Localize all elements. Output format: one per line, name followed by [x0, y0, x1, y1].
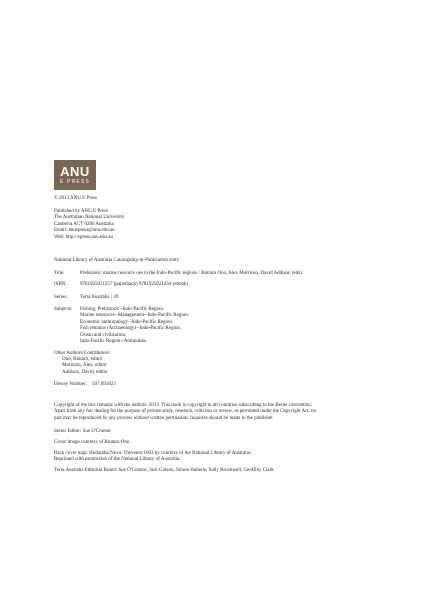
- cip-heading: National Library of Australia Cataloguing-in-Publication entry: [54, 258, 180, 263]
- subject-item: Fishing, Prehistoric--Indo-Pacific Region.: [80, 307, 165, 312]
- copyright-notice-line: Copyright of the text remains with the authors, 2013. This book is copyright in all countries subscribing to the Berne convention.: [54, 403, 313, 408]
- publisher-web: Web: http://epress.anu.edu.au: [54, 234, 114, 240]
- subject-item: Marine resources--Management--Indo-Pacific Region.: [80, 313, 189, 319]
- other-authors-label: Other Authors/Contributors:: [54, 351, 111, 356]
- publisher-line: Canberra ACT 0200 Australia: [54, 221, 114, 227]
- subject-item: Economic anthropology--Indo-Pacific Region.: [80, 319, 174, 325]
- other-author-item: Morrison, Alex, editor: [62, 363, 107, 369]
- subject-item: Fish remains (Archaeology)--Indo-Pacific Region.: [80, 326, 182, 332]
- back-cover-credit: [54, 451, 251, 464]
- subject-item: Ocean and civilization.: [80, 332, 127, 338]
- dewey-value: 507.091823: [92, 382, 116, 387]
- title-label: Title:: [54, 271, 65, 276]
- subject-item: Indo-Pacific Region--Antiquities.: [80, 338, 148, 344]
- series-label: Series:: [54, 295, 68, 300]
- publisher-email: Email: anuepress@anu.edu.au: [54, 228, 115, 234]
- other-author-item: Addison, David, editor: [62, 369, 108, 375]
- back-cover-line: Back cover map: Hollandia Nova. Thevenot 1663 by courtesy of the National Library of Australia.: [54, 451, 252, 456]
- series-editor: Series Editor: Sue O'Connor: [54, 429, 111, 434]
- cover-image-credit: Cover image courtesy of Rintaro Ono: [54, 440, 130, 445]
- subjects-label: Subjects:: [54, 307, 73, 312]
- publisher-line: Published by ANU E Press: [54, 209, 108, 214]
- series-value: Terra Australis ; 39: [80, 295, 119, 300]
- logo-main-text: ANU: [60, 164, 90, 179]
- back-cover-line: Reprinted with permission of the National Library of Australia.: [54, 457, 181, 463]
- copyright-notice-line: Apart from any fair dealing for the purpose of private study, research, criticism or review, as permitted under the Copyright Act, no: [54, 409, 317, 415]
- isbn-label: ISBN:: [54, 282, 67, 287]
- anu-epress-logo: [54, 160, 96, 190]
- title-value: Prehistoric marine resource use in the Indo-Pacific regions / Rintaro Ono, Alex Morrison, David Addison (eds).: [80, 271, 304, 276]
- publisher-line: The Australian National University: [54, 215, 125, 221]
- subjects-list: [80, 307, 189, 345]
- logo-sub-text: E PRESS: [59, 179, 91, 185]
- copyright-notice: [54, 403, 374, 422]
- editorial-board: Terra Australis Editorial Board: Sue O'Connor, Jack Golson, Simon Haberle, Sally Brockwell, Geoffrey Clark: [54, 468, 274, 473]
- other-authors-list: [62, 357, 108, 376]
- copyright-line: © 2013 ANU E Press: [54, 196, 97, 201]
- dewey-label: Dewey Number:: [54, 382, 88, 387]
- publisher-block: [54, 209, 124, 241]
- copyright-notice-line: part may be reproduced by any process without written permission. Inquiries should be made to the publisher.: [54, 415, 274, 421]
- other-author-item: Ono, Rintaro, editor: [62, 357, 103, 362]
- isbn-value: 9781925021257 (paperback) 9781925021264 (ebook): [80, 282, 189, 287]
